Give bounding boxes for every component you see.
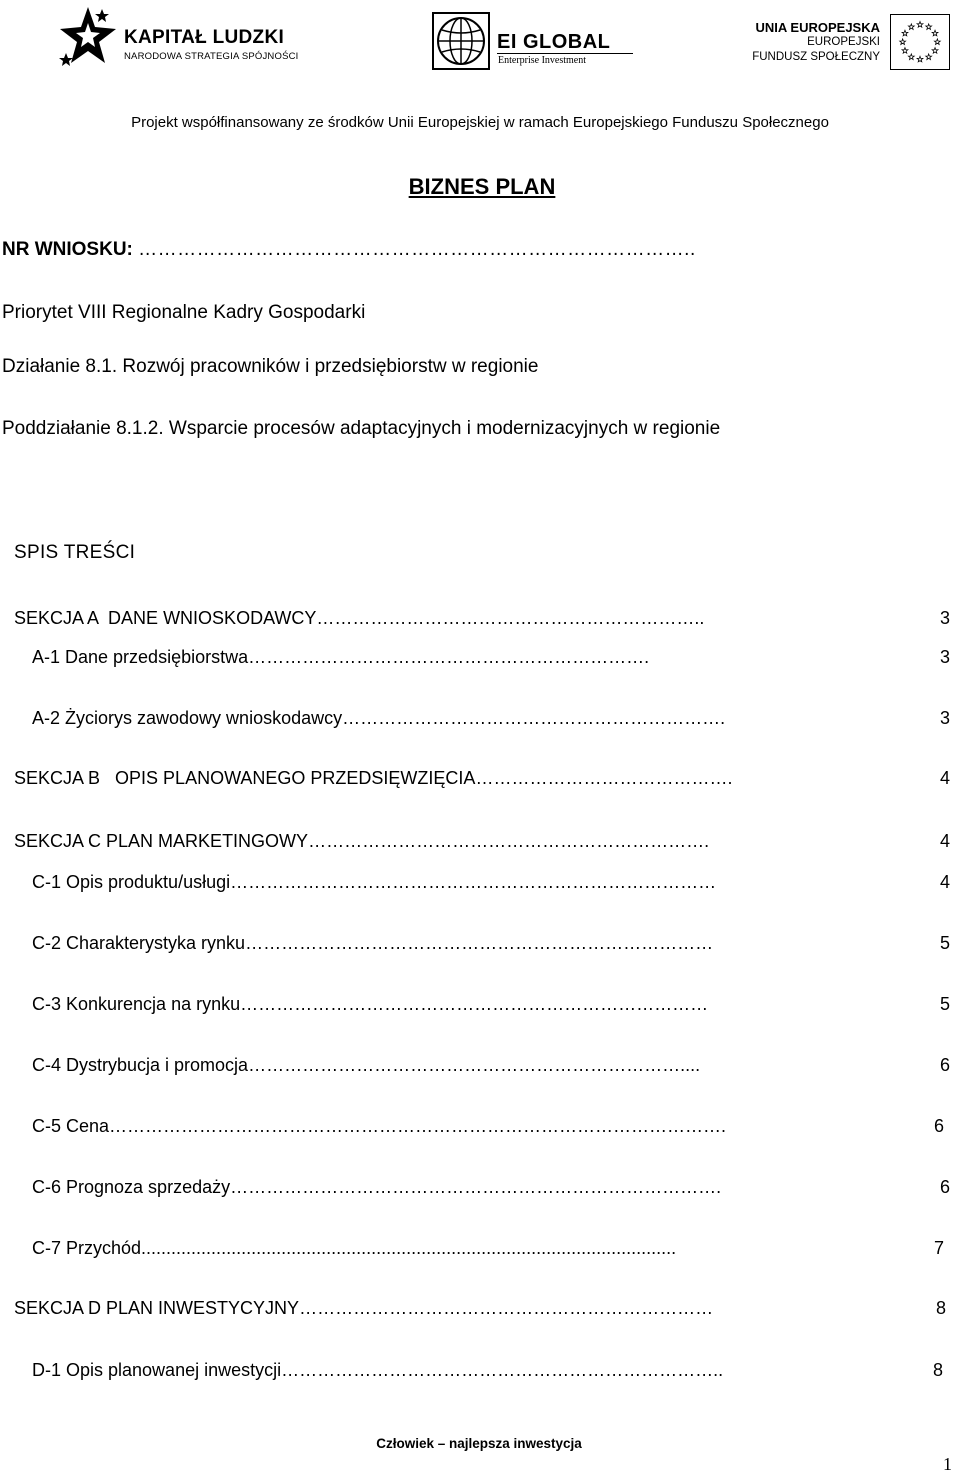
toc-entry-label: A-2 Życiorys zawodowy wnioskodawcy — [32, 708, 343, 728]
toc-entry-label: C-6 Prognoza sprzedaży — [32, 1177, 231, 1197]
eu-flag-star — [902, 30, 908, 36]
toc-entry-label: SEKCJA A DANE WNIOSKODAWCY — [14, 608, 317, 628]
toc-entry-page: 3 — [939, 608, 950, 628]
toc-entry-page: 8 — [935, 1298, 946, 1318]
toc-entry-label: D-1 Opis planowanej inwestycji — [32, 1360, 282, 1380]
eu-flag-star — [902, 48, 908, 54]
priority-line: Priorytet VIII Regionalne Kadry Gospodarki — [2, 302, 366, 323]
toc-entry — [32, 933, 950, 957]
toc-entry — [32, 708, 950, 732]
toc-entry — [14, 608, 950, 632]
toc-entry-label: SEKCJA B OPIS PLANOWANEGO PRZEDSIĘWZIĘCIA — [14, 768, 476, 788]
toc-entry-page: 3 — [939, 708, 950, 728]
toc-entry-page: 6 — [939, 1177, 950, 1197]
toc-entry-leader: ………………………………………………………………………. — [230, 1177, 722, 1197]
eu-flag-star — [900, 39, 906, 45]
toc-entry — [32, 872, 950, 896]
toc-entry-leader: …………………………………………………………………… — [240, 994, 709, 1014]
footer-slogan: Człowiek – najlepsza inwestycja — [376, 1436, 582, 1451]
toc-entry — [14, 1298, 946, 1322]
ei-global-name: EI GLOBAL — [497, 31, 611, 53]
toc-entry-label: C-2 Charakterystyka rynku — [32, 933, 246, 953]
page-number: 1 — [943, 1454, 952, 1474]
kapital-ludzki-name: KAPITAŁ LUDZKI — [124, 27, 285, 48]
toc-entry-label: C-4 Dystrybucja i promocja — [32, 1055, 249, 1075]
application-number-label: NR WNIOSKU: — [2, 239, 133, 260]
globe-icon — [432, 12, 490, 70]
toc-entry-page: 8 — [932, 1360, 943, 1380]
eu-flag-star — [926, 24, 932, 30]
eu-flag-star — [934, 39, 940, 45]
toc-entry-leader: …………………………………………………………………… — [245, 933, 714, 953]
eu-flag-star — [932, 48, 938, 54]
toc-entry-leader: ……………………………………………………………………… — [230, 872, 717, 892]
toc-entry-leader: ……………………………………………………………….. — [281, 1360, 724, 1380]
submeasure-line: Poddziałanie 8.1.2. Wsparcie procesów adaptacyjnych i modernizacyjnych w regionie — [2, 418, 721, 439]
toc-entry-page: 6 — [933, 1116, 944, 1136]
eu-flag-star — [908, 24, 914, 30]
toc-entry-label: SEKCJA C PLAN MARKETINGOWY — [14, 831, 309, 851]
ei-global-logo — [432, 12, 622, 72]
application-number-line — [2, 239, 696, 261]
eu-logo-line3: FUNDUSZ SPOŁECZNY — [752, 51, 880, 63]
toc-entry — [32, 1055, 950, 1079]
toc-entry-page: 6 — [939, 1055, 950, 1075]
toc-entry-page: 4 — [939, 831, 950, 851]
toc-entry — [32, 1238, 944, 1262]
toc-entry-page: 3 — [939, 647, 950, 667]
eu-flag-star — [926, 54, 932, 60]
toc-entry-leader: ……………………………………………………………….... — [248, 1055, 701, 1075]
kapital-ludzki-star-icon — [58, 5, 118, 73]
toc-entry-leader: ……………………………………. — [475, 768, 733, 788]
eu-flag-icon — [890, 14, 950, 70]
toc-entry-leader: ………………………………………………………. — [342, 708, 726, 728]
toc-entry — [32, 994, 950, 1018]
toc-entry-leader: …………………………………………………………… — [299, 1298, 714, 1318]
eu-flag-star — [908, 54, 914, 60]
toc-entry — [32, 1177, 950, 1201]
kapital-ludzki-subtitle: NARODOWA STRATEGIA SPÓJNOŚCI — [124, 51, 299, 62]
toc-entry-leader: …………………………………………………………. — [308, 831, 710, 851]
toc-entry-page: 5 — [939, 994, 950, 1014]
measure-line: Działanie 8.1. Rozwój pracowników i przedsiębiorstw w regionie — [2, 356, 539, 377]
ei-global-subtitle: Enterprise Investment — [498, 55, 587, 66]
toc-entry-leader: …………………………………………………………………………………………. — [109, 1116, 727, 1136]
project-cofinancing-line: Projekt współfinansowany ze środków Unii Europejskiej w ramach Europejskiego Funduszu Społecznego — [131, 114, 829, 131]
eu-logo-line1: UNIA EUROPEJSKA — [755, 20, 880, 35]
toc-entry — [32, 1116, 944, 1140]
toc-entry — [14, 831, 950, 855]
toc-title: SPIS TREŚCI — [14, 542, 136, 563]
toc-entry-label: C-7 Przychód — [32, 1238, 142, 1258]
ei-global-rule — [497, 53, 633, 54]
toc-entry — [32, 647, 950, 671]
toc-entry — [32, 1360, 943, 1384]
application-number-dots: ………………………………………………………………………….. — [138, 239, 696, 260]
toc-entry-label: SEKCJA D PLAN INWESTYCYJNY — [14, 1298, 300, 1318]
toc-entry-label: C-1 Opis produktu/usługi — [32, 872, 231, 892]
toc-entry-page: 7 — [933, 1238, 944, 1258]
toc-entry — [14, 768, 950, 792]
eu-logo-line2: EUROPEJSKI — [807, 36, 880, 48]
eu-flag-star — [917, 56, 923, 62]
eu-flag-star — [932, 30, 938, 36]
toc-entry-page: 4 — [939, 768, 950, 788]
toc-entry-label: A-1 Dane przedsiębiorstwa — [32, 647, 249, 667]
toc-entry-leader: …………………………………………………………. — [248, 647, 650, 667]
toc-entry-label: C-3 Konkurencja na rynku — [32, 994, 241, 1014]
toc-entry-leader: ……………………………………………………….. — [316, 608, 705, 628]
eu-logo — [744, 14, 950, 74]
eu-flag-star — [917, 22, 923, 28]
kapital-ludzki-logo — [58, 5, 298, 75]
document-title: BIZNES PLAN — [408, 174, 556, 199]
toc-entry-page: 4 — [939, 872, 950, 892]
toc-entry-page: 5 — [939, 933, 950, 953]
toc-entry-leader: ........................................................................................................... — [141, 1238, 677, 1258]
toc-entry-label: C-5 Cena — [32, 1116, 110, 1136]
